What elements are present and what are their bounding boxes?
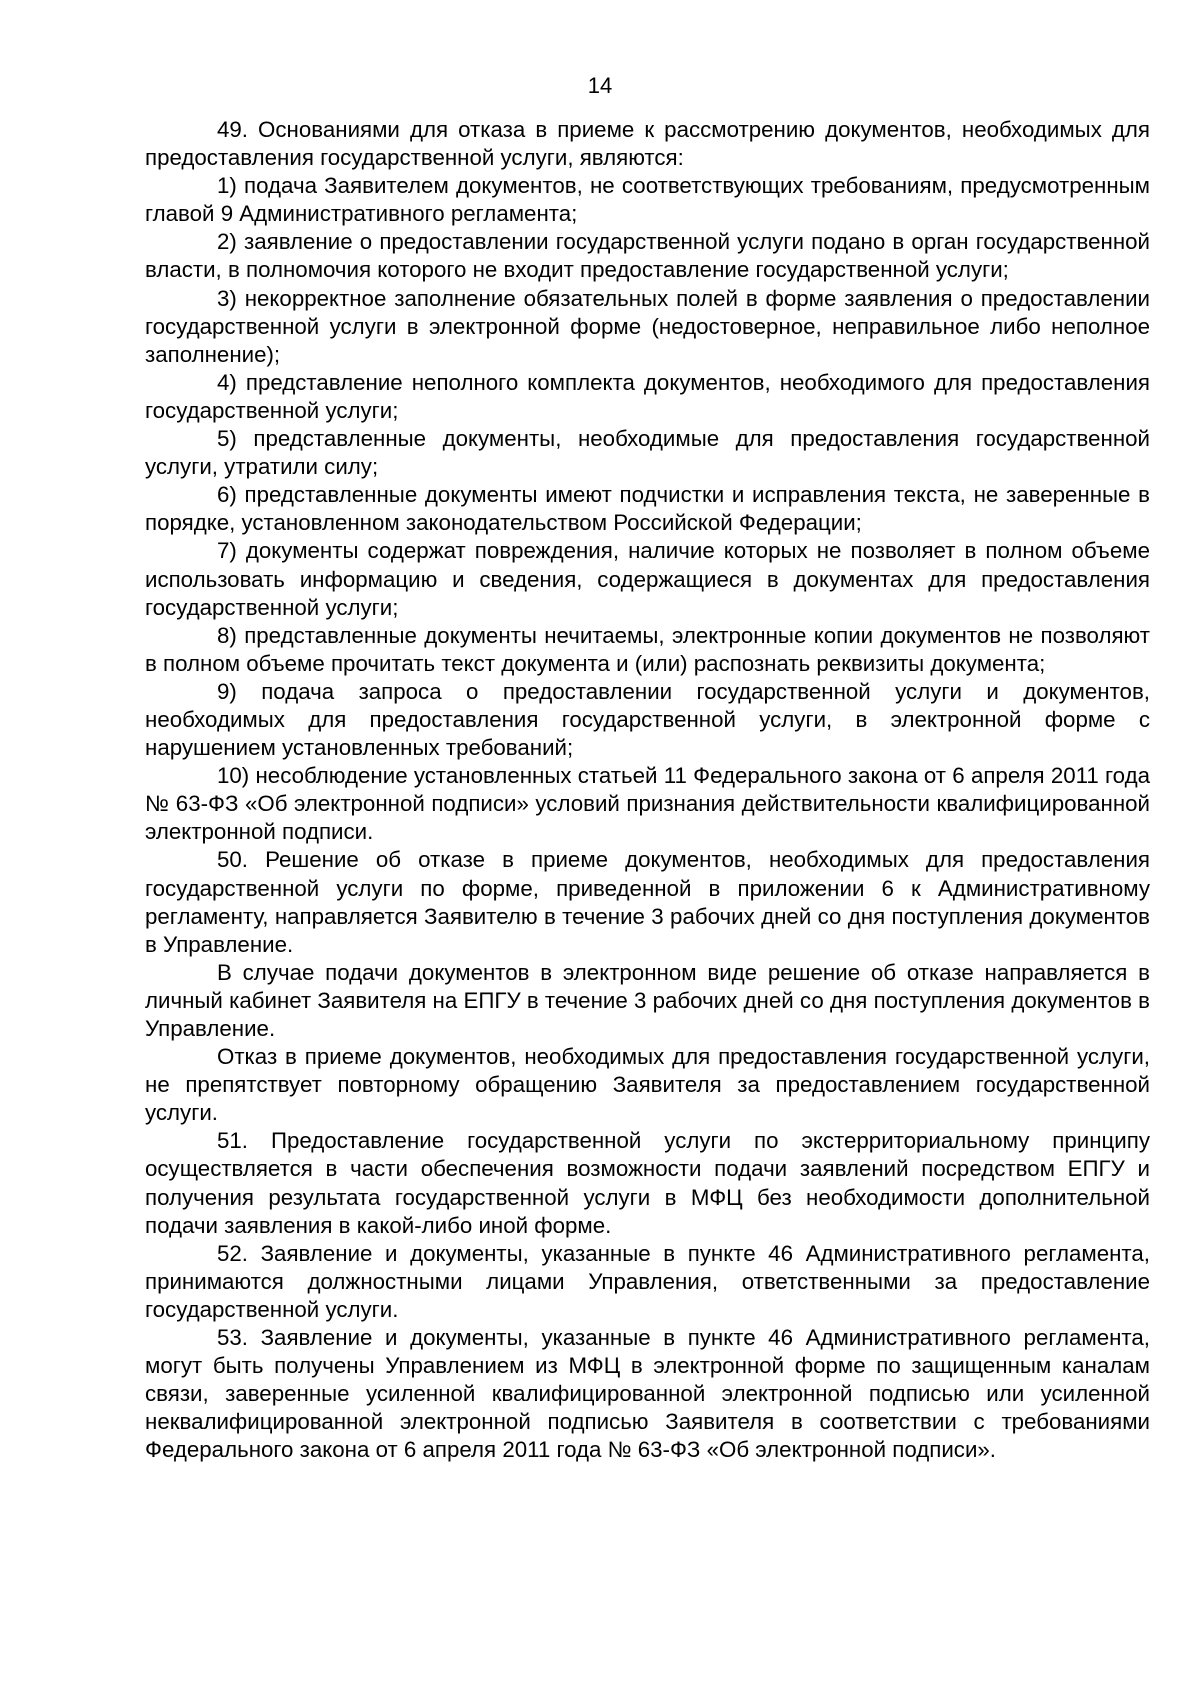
paragraph-50: 50. Решение об отказе в приеме документов, необходимых для предоставления государственной услуги по форме, приведенной в приложении 6 к Административному регламенту, направляется Заявителю в течение 3 рабочих дней со дня поступления документов в Управление. xyxy=(145,847,1150,957)
page-number: 14 xyxy=(587,73,613,98)
paragraph-50-refusal: Отказ в приеме документов, необходимых для предоставления государственной услуги, не препятствует повторному обращению Заявителя за предоставлением государственной услуги. xyxy=(145,1044,1150,1126)
paragraph-49-item-10: 10) несоблюдение установленных статьей 11 Федерального закона от 6 апреля 2011 года № 63-ФЗ «Об электронной подписи» условий признания действительности квалифицированной электронной подписи. xyxy=(145,763,1150,845)
paragraph-50-electronic: В случае подачи документов в электронном виде решение об отказе направляется в личный кабинет Заявителя на ЕПГУ в течение 3 рабочих дней со дня поступления документов в Управление. xyxy=(145,959,1150,1041)
paragraph-49: 49. Основаниями для отказа в приеме к рассмотрению документов, необходимых для предоставления государственной услуги, являются: xyxy=(145,117,1150,171)
paragraph-49-item-6: 6) представленные документы имеют подчистки и исправления текста, не заверенные в порядке, установленном законодательством Российской Федерации; xyxy=(145,482,1150,536)
paragraph-49-item-3: 3) некорректное заполнение обязательных полей в форме заявления о предоставлении государственной услуги в электронной форме (недостоверное, неправильное либо неполное заполнение); xyxy=(145,285,1150,367)
paragraph-49-item-4: 4) представление неполного комплекта документов, необходимого для предоставления государственной услуги; xyxy=(145,369,1150,423)
paragraph-49-item-2: 2) заявление о предоставлении государственной услуги подано в орган государственной власти, в полномочия которого не входит предоставление государственной услуги; xyxy=(145,229,1150,283)
paragraph-49-item-9: 9) подача запроса о предоставлении государственной услуги и документов, необходимых для предоставления государственной услуги, в электронной форме с нарушением установленных требований; xyxy=(145,678,1150,761)
paragraph-51: 51. Предоставление государственной услуги по экстерриториальному принципу осуществляется в части обеспечения возможности подачи заявлений посредством ЕПГУ и получения результата государственной услуги в МФЦ без необходимости дополнительной подачи заявления в какой-либо иной форме. xyxy=(145,1128,1150,1238)
paragraph-52: 52. Заявление и документы, указанные в пункте 46 Административного регламента, принимаются должностными лицами Управления, ответственными за предоставление государственной услуги. xyxy=(145,1240,1150,1322)
paragraph-49-item-7: 7) документы содержат повреждения, наличие которых не позволяет в полном объеме использовать информацию и сведения, содержащиеся в документах для предоставления государственной услуги; xyxy=(145,538,1150,620)
paragraph-49-item-8: 8) представленные документы нечитаемы, электронные копии документов не позволяют в полном объеме прочитать текст документа и (или) распознать реквизиты документа; xyxy=(145,622,1150,676)
paragraph-49-item-5: 5) представленные документы, необходимые для предоставления государственной услуги, утратили силу; xyxy=(145,426,1150,480)
paragraph-49-item-1: 1) подача Заявителем документов, не соответствующих требованиям, предусмотренным главой 9 Административного регламента; xyxy=(145,173,1150,227)
document-body xyxy=(145,116,1150,1465)
paragraph-53: 53. Заявление и документы, указанные в пункте 46 Административного регламента, могут быть получены Управлением из МФЦ в электронной форме по защищенным каналам связи, заверенные усиленной квалифицированной электронной подписью или усиленной неквалифицированной электронной подписью Заявителя в соответствии с требованиями Федерального закона от 6 апреля 2011 года № 63-ФЗ «Об электронной подписи». xyxy=(145,1325,1150,1463)
